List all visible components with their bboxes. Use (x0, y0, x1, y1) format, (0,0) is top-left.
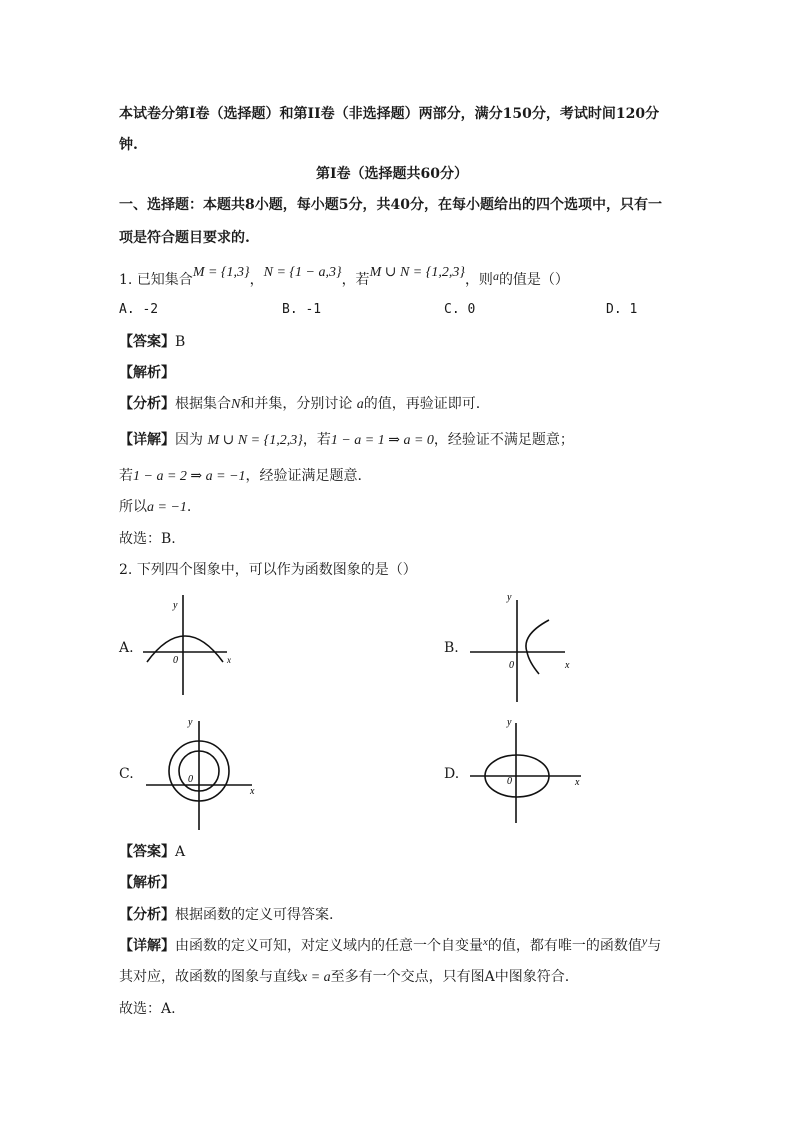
q1-detail (119, 430, 574, 451)
graph-c-origin: 0 (188, 774, 193, 785)
q2-line2-b: 至多有一个交点，只有图A中图象符合. (330, 969, 570, 985)
q1-option-b-label: B. (282, 302, 298, 317)
q1-number: 1. (119, 272, 133, 288)
q2-conclusion: 故选：A. (119, 1001, 176, 1017)
graph-a-origin: 0 (173, 655, 178, 666)
q1-stem-text-a: 已知集合 (136, 272, 193, 288)
graph-c (140, 713, 265, 833)
graph-d-x-label: x (575, 777, 580, 788)
q2-analysis-tag: 【解析】 (119, 875, 175, 891)
graph-a-curve (147, 636, 223, 662)
q2-detail-b: 的值，都有唯一的函数值 (487, 938, 642, 954)
q2-fenxi-text: 根据函数的定义可得答案. (175, 907, 334, 923)
q1-detail-b: ，若 (302, 432, 331, 448)
graph-c-y-label: y (188, 717, 193, 728)
graph-d-y-label: y (507, 717, 512, 728)
graph-c-x-label: x (250, 786, 255, 797)
q1-stem-text-d: 的值是（） (498, 272, 569, 288)
q1-option-b (282, 302, 321, 317)
q1-fenxi-var: a (356, 397, 364, 412)
intro-line-2: 钟. (119, 137, 138, 153)
q1-option-b-value: -1 (305, 302, 322, 317)
q1-line2-a: 若 (119, 468, 133, 484)
q1-fenxi-c: 的值，再验证即可. (363, 396, 481, 412)
q1-set-m: M = {1,3} (192, 265, 250, 280)
q1-option-d (606, 302, 637, 317)
q1-detail-line-3 (119, 497, 191, 518)
q2-detail-c: 与 (647, 938, 662, 954)
q1-fenxi-tag: 【分析】 (119, 396, 175, 412)
graph-b (465, 590, 585, 705)
q2-answer (119, 842, 185, 862)
graph-a-y-label: y (173, 600, 178, 611)
q1-option-a-value: -2 (142, 302, 159, 317)
q1-stem (119, 265, 569, 291)
q2-line2-eq: x = a (301, 970, 331, 985)
q1-line3-a: 所以 (119, 499, 147, 515)
q1-option-d-value: 1 (629, 302, 638, 317)
section1-line-2: 项是符合题目要求的. (119, 230, 250, 246)
graph-a-label: A. (119, 640, 134, 656)
intro-line-1: 本试卷分第I卷（选择题）和第II卷（非选择题）两部分，满分150分，考试时间120分 (119, 106, 660, 122)
q1-union: M ∪ N = {1,2,3} (369, 265, 465, 280)
graph-b-origin: 0 (509, 660, 514, 671)
q2-answer-tag: 【答案】 (119, 844, 175, 860)
q1-answer-value: B (175, 334, 186, 350)
q1-line3-eq: a = −1 (147, 500, 187, 515)
graph-d-label: D. (444, 766, 460, 782)
q1-comma: ， (249, 272, 264, 288)
q1-line3-b: . (186, 499, 192, 515)
q1-option-c (444, 302, 475, 317)
q1-option-a (119, 302, 158, 317)
q1-detail-eq1: 1 − a = 1 ⇒ a = 0 (330, 433, 434, 448)
q1-stem-text-b: ，若 (341, 272, 370, 288)
q1-stem-text-c: ，则 (464, 272, 493, 288)
graph-c-label: C. (119, 766, 134, 782)
q1-detail-a: 因为 (175, 432, 203, 448)
q1-detail-c: ，经验证不满足题意； (433, 432, 574, 448)
q2-number: 2. (119, 562, 133, 578)
q1-answer (119, 332, 185, 352)
q1-option-c-label: C. (444, 302, 460, 317)
q1-option-c-value: 0 (467, 302, 476, 317)
q1-analysis-tag: 【解析】 (119, 365, 175, 381)
q1-fenxi-n: N (231, 397, 241, 412)
q2-answer-value: A (175, 844, 186, 860)
graph-b-x-label: x (565, 660, 570, 671)
q1-fenxi-a: 根据集合 (175, 396, 231, 412)
q2-detail (119, 936, 661, 957)
graph-d-origin: 0 (507, 776, 512, 787)
graph-a (135, 590, 245, 700)
graph-d (465, 713, 585, 828)
q2-detail-x: x (483, 936, 488, 948)
graph-b-curve (526, 620, 549, 674)
q2-stem (119, 560, 417, 580)
q1-option-a-label: A. (119, 302, 135, 317)
q2-stem-text: 下列四个图象中，可以作为函数图象的是（） (136, 562, 417, 578)
q1-line2-b: ，经验证满足题意. (245, 468, 362, 484)
graph-a-x-label: x (227, 655, 231, 665)
q2-fenxi-tag: 【分析】 (119, 907, 175, 923)
q2-detail-line-2 (119, 967, 569, 988)
graph-b-y-label: y (507, 592, 512, 603)
q2-line2-a: 其对应，故函数的图象与直线 (119, 969, 301, 985)
q1-detail-line-2 (119, 466, 362, 487)
q1-fenxi-b: 和并集，分别讨论 (240, 396, 353, 412)
q1-line2-eq: 1 − a = 2 ⇒ a = −1 (133, 469, 246, 484)
q2-detail-tag: 【详解】 (119, 938, 175, 954)
q1-detail-union: M ∪ N = {1,2,3} (207, 433, 303, 448)
q1-var: a (492, 269, 499, 283)
q2-fenxi (119, 905, 333, 925)
q2-detail-a: 由函数的定义可知，对定义域内的任意一个自变量 (175, 938, 483, 954)
q2-detail-y: y (641, 934, 648, 948)
q1-conclusion: 故选：B. (119, 531, 176, 547)
graph-b-label: B. (444, 640, 459, 656)
q1-option-d-label: D. (606, 302, 622, 317)
q1-detail-tag: 【详解】 (119, 432, 175, 448)
part1-title: 第I卷（选择题共60分） (316, 166, 469, 182)
q1-set-n: N = {1 − a,3} (263, 265, 342, 280)
section1-line-1: 一、选择题：本题共8小题，每小题5分，共40分，在每小题给出的四个选项中，只有一 (119, 197, 662, 213)
q1-fenxi (119, 394, 480, 415)
q1-answer-tag: 【答案】 (119, 334, 175, 350)
